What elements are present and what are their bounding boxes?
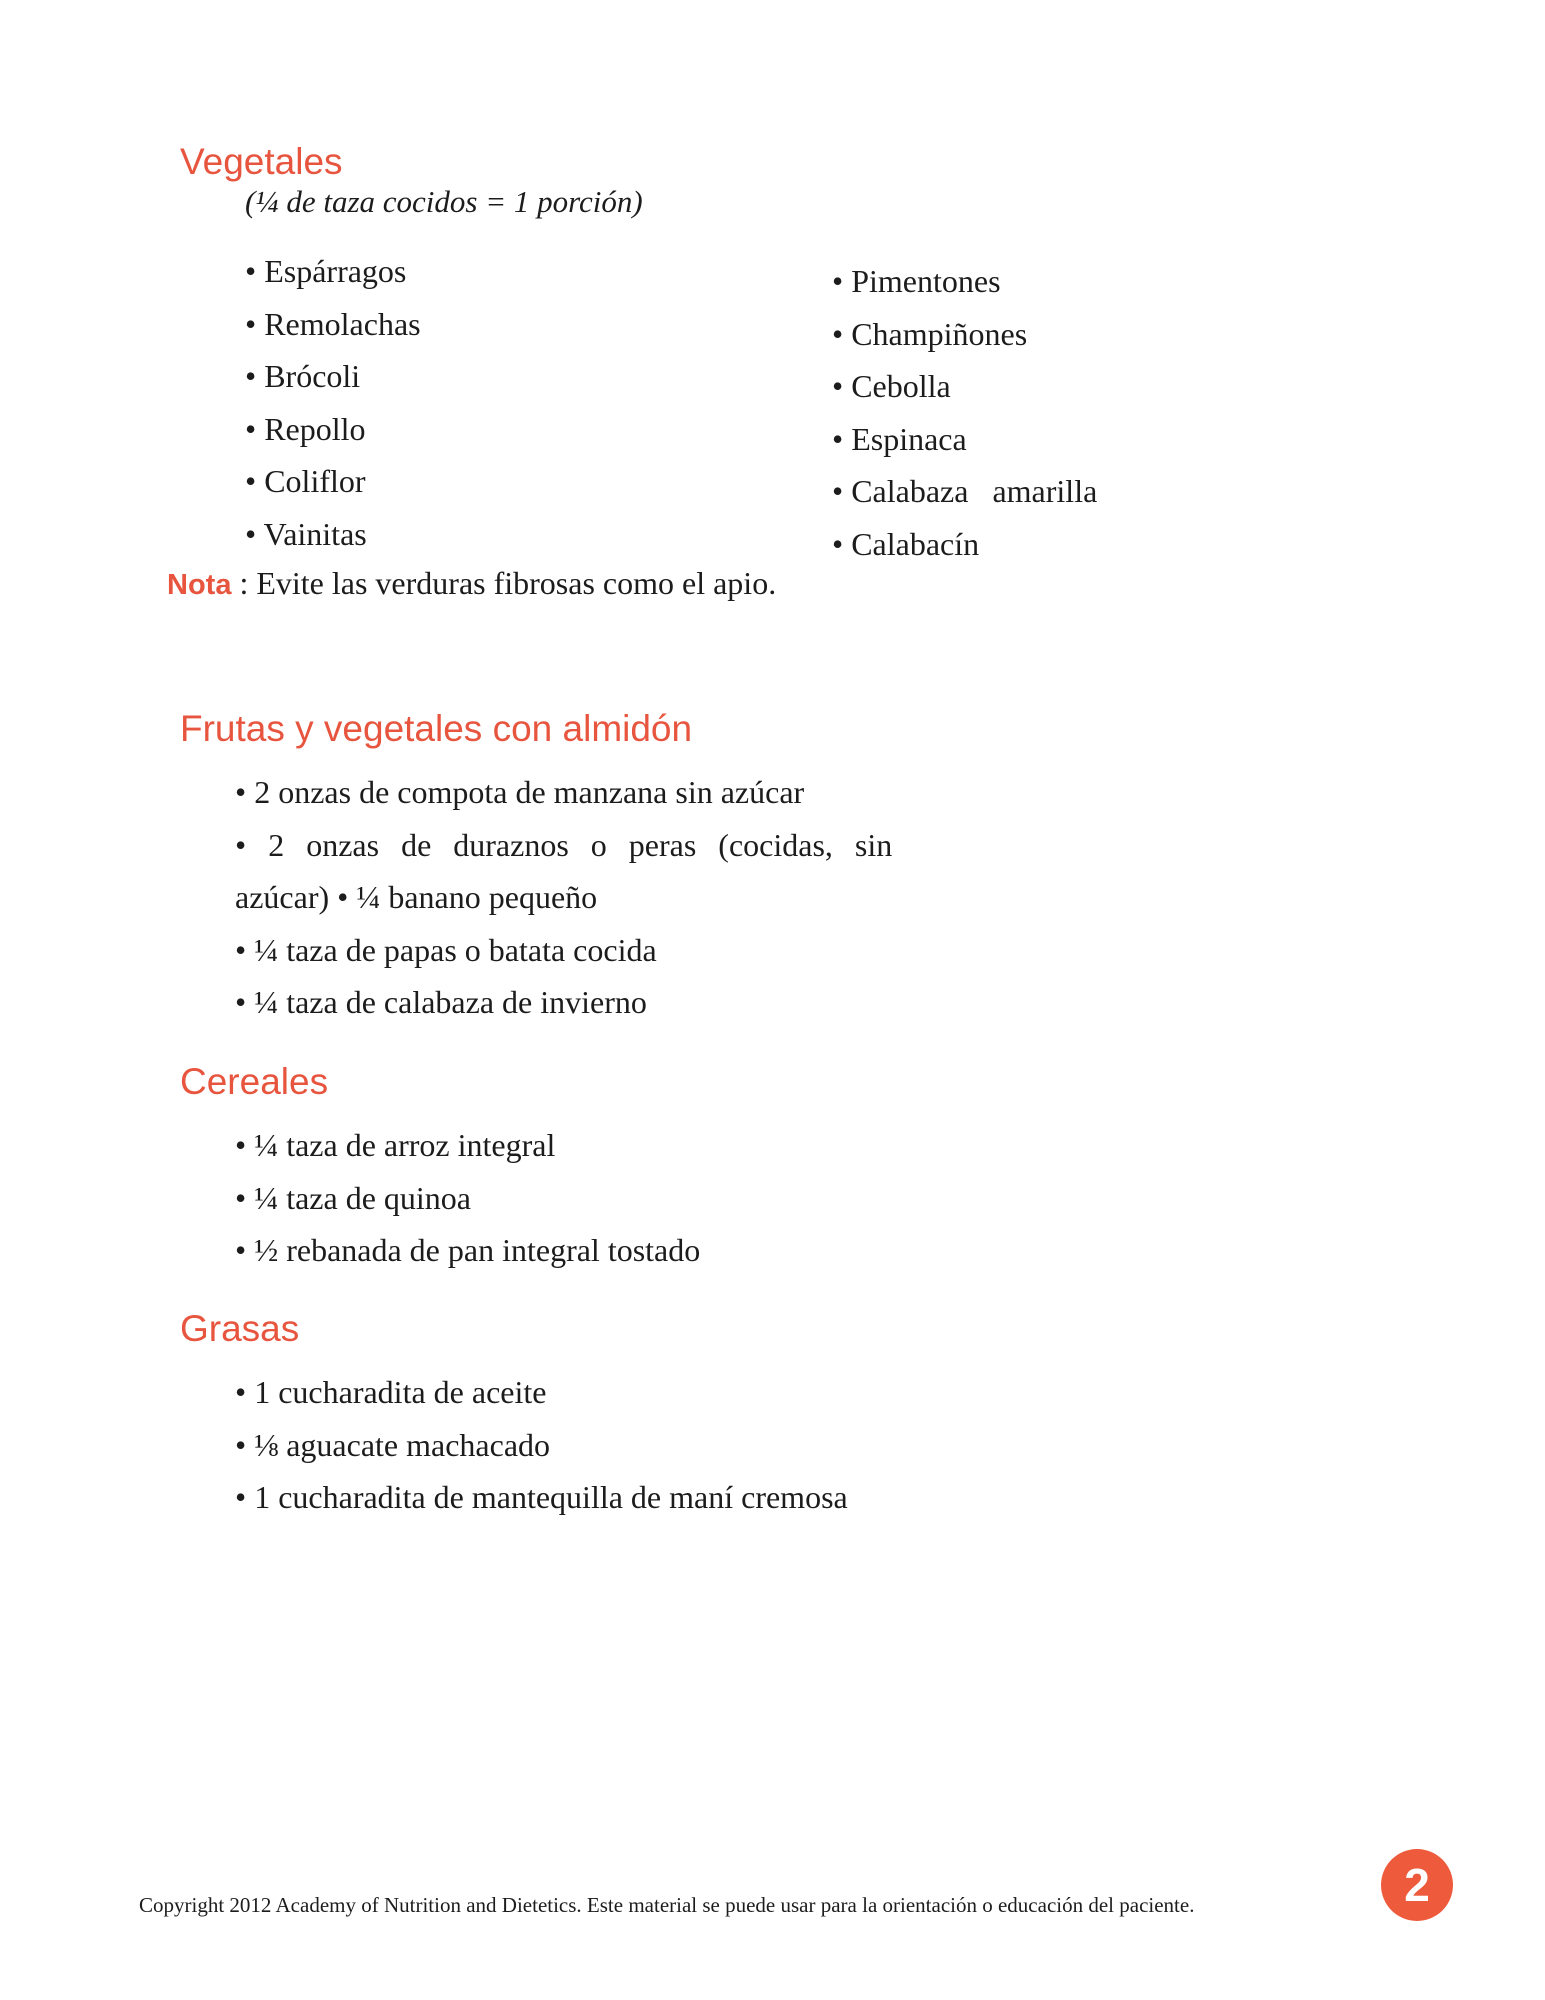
copyright: Copyright 2012 Academy of Nutrition and Dietetics. Este material se puede usar para la orientación o educación del paciente. (139, 1893, 1195, 1917)
list-item: • Calabacín (832, 518, 1097, 571)
note (167, 565, 776, 602)
list-item: • 1 cucharadita de mantequilla de maní cremosa (235, 1471, 848, 1524)
heading-frutas: Frutas y vegetales con almidón (180, 708, 693, 749)
list-item: • Brócoli (245, 350, 421, 403)
note-label: Nota (167, 569, 232, 601)
vegetales-list-left (245, 245, 421, 560)
list-item: • Repollo (245, 403, 421, 456)
list-item: • Pimentones (832, 255, 1097, 308)
serving-note: (¼ de taza cocidos = 1 porción) (245, 184, 643, 219)
heading-vegetales: Vegetales (180, 141, 343, 182)
heading-grasas: Grasas (180, 1308, 300, 1349)
list-item: • Coliflor (245, 455, 421, 508)
list-item: • Remolachas (245, 298, 421, 351)
list-item: • ⅛ aguacate machacado (235, 1419, 848, 1472)
cereales-list (235, 1119, 700, 1277)
list-item: • ¼ taza de calabaza de invierno (235, 976, 892, 1029)
vegetales-list-right (832, 255, 1097, 570)
list-item: • ¼ taza de arroz integral (235, 1119, 700, 1172)
list-item: • Espinaca (832, 413, 1097, 466)
page-number-badge: 2 (1381, 1849, 1453, 1921)
list-item: • 2 onzas de duraznos o peras (cocidas, sin (235, 819, 892, 872)
list-item: • ½ rebanada de pan integral tostado (235, 1224, 700, 1277)
list-item: • Calabaza amarilla (832, 465, 1097, 518)
frutas-list (235, 766, 892, 1029)
list-item: • ¼ taza de papas o batata cocida (235, 924, 892, 977)
list-item: • Cebolla (832, 360, 1097, 413)
list-item: • ¼ taza de quinoa (235, 1172, 700, 1225)
heading-cereales: Cereales (180, 1061, 329, 1102)
note-text: : Evite las verduras fibrosas como el apio. (231, 565, 777, 601)
grasas-list (235, 1366, 848, 1524)
list-item-continuation: azúcar) • ¼ banano pequeño (235, 879, 598, 915)
list-item: • Espárragos (245, 245, 421, 298)
list-item: • Champiñones (832, 308, 1097, 361)
list-item: • Vainitas (245, 508, 421, 561)
list-item: • 2 onzas de compota de manzana sin azúcar (235, 766, 892, 819)
list-item: • 1 cucharadita de aceite (235, 1366, 848, 1419)
